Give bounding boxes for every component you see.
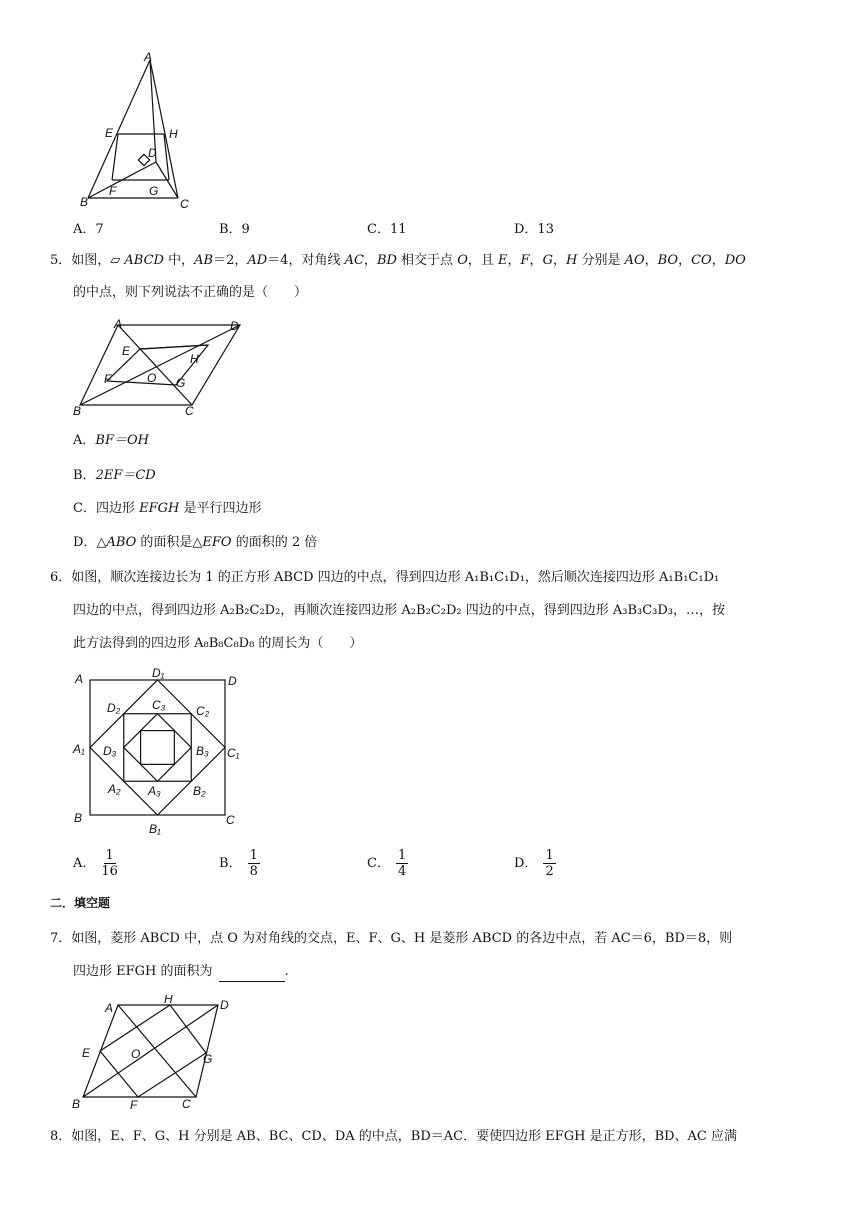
q4-label-h: H bbox=[169, 127, 178, 141]
q6-label-b: B bbox=[74, 811, 83, 825]
q4-label-g: G bbox=[149, 184, 159, 198]
q7-label-g: G bbox=[203, 1052, 213, 1066]
q5-label-e: E bbox=[122, 344, 131, 358]
q6-label-b3: B₃ bbox=[196, 744, 209, 758]
q7-label-b: B bbox=[72, 1097, 81, 1111]
q7-label-d: D bbox=[220, 998, 229, 1012]
q5-label-o: O bbox=[147, 371, 157, 385]
q6-option-c: C． $\frac{1}{4}$ bbox=[367, 848, 407, 879]
q6-label-a2: A₂ bbox=[108, 782, 121, 796]
q6-label-b1: B₁ bbox=[149, 822, 161, 836]
q6-label-a: A bbox=[75, 672, 84, 686]
q4-label-e: E bbox=[105, 126, 114, 140]
q5-figure bbox=[70, 317, 250, 417]
q4-label-d: D bbox=[148, 146, 157, 160]
q4-option-d: D．13 bbox=[514, 222, 554, 237]
q6-option-d: D． $\frac{1}{2}$ bbox=[514, 848, 554, 879]
q6-option-a: A． $\frac{1}{16}$ bbox=[73, 848, 118, 879]
q7-answer-blank[interactable] bbox=[219, 967, 285, 982]
q5-label-c: C bbox=[185, 404, 194, 417]
q4-label-b: B bbox=[80, 195, 89, 209]
q5-option-b: B．2EF＝CD bbox=[73, 468, 156, 483]
q6-label-c2: C₂ bbox=[196, 704, 210, 718]
q6-label-d1: D₁ bbox=[152, 666, 165, 680]
q4-figure bbox=[80, 50, 200, 215]
q5-label-f: F bbox=[104, 372, 112, 386]
q6-label-b2: B₂ bbox=[193, 784, 206, 798]
q4-label-f: F bbox=[109, 184, 117, 198]
q6-figure bbox=[70, 665, 250, 840]
q5-option-c: C．四边形 EFGH 是平行四边形 bbox=[73, 501, 262, 516]
q6-option-b: B． $\frac{1}{8}$ bbox=[219, 848, 258, 879]
q6-label-c1: C₁ bbox=[227, 746, 240, 760]
q7-figure bbox=[68, 995, 243, 1115]
q6-label-a1: A₁ bbox=[73, 742, 85, 756]
q6-question-line2: 四边的中点，得到四边形 A₂B₂C₂D₂，再顺次连接四边形 A₂B₂C₂D₂ 四边的中点，得到四边形 A₃B₃C₃D₃，…，按 bbox=[73, 603, 725, 618]
q4-option-a: A．7 bbox=[73, 222, 104, 237]
q5-question-line2: 的中点，则下列说法不正确的是（ ） bbox=[73, 285, 308, 300]
q6-question-line3: 此方法得到的四边形 A₈B₈C₈D₈ 的周长为（ ） bbox=[73, 636, 363, 651]
q4-label-c: C bbox=[180, 197, 189, 211]
q8-question-line1: 8．如图，E、F、G、H 分别是 AB、BC、CD、DA 的中点，BD＝AC．要使四边形 EFGH 是正方形，BD、AC 应满 bbox=[50, 1129, 738, 1144]
q7-question-line1: 7．如图，菱形 ABCD 中，点 O 为对角线的交点，E、F、G、H 是菱形 ABCD 的各边中点，若 AC＝6，BD＝8，则 bbox=[50, 931, 733, 946]
q4-option-b: B．9 bbox=[219, 222, 250, 237]
q5-label-d: D bbox=[230, 319, 239, 333]
q6-label-a3: A₃ bbox=[148, 784, 161, 798]
q4-label-a: A bbox=[144, 50, 153, 64]
q6-label-c3: C₃ bbox=[152, 698, 166, 712]
q7-label-f: F bbox=[130, 1098, 138, 1112]
q6-label-c: C bbox=[226, 813, 235, 827]
q5-label-a: A bbox=[114, 317, 123, 331]
q5-label-g: G bbox=[176, 376, 186, 390]
q7-label-h: H bbox=[164, 995, 173, 1006]
q5-label-h: H bbox=[190, 352, 199, 366]
q6-question-line1: 6．如图，顺次连接边长为 1 的正方形 ABCD 四边的中点，得到四边形 A₁B₁C₁D₁，然后顺次连接四边形 A₁B₁C₁D₁ bbox=[50, 570, 720, 585]
q7-label-c: C bbox=[182, 1097, 191, 1111]
q5-option-a: A．BF＝OH bbox=[73, 433, 149, 448]
q4-option-c: C．11 bbox=[367, 222, 407, 237]
q5-option-d: D．△ABO 的面积是△EFO 的面积的 2 倍 bbox=[73, 535, 318, 550]
q6-label-d: D bbox=[228, 674, 237, 688]
q7-question-line2: 四边形 EFGH 的面积为 . bbox=[73, 962, 289, 982]
q7-label-a: A bbox=[105, 1001, 114, 1015]
q6-label-d3: D₃ bbox=[103, 744, 117, 758]
q6-label-d2: D₂ bbox=[107, 701, 121, 715]
section-fill-in-title: 二．填空题 bbox=[50, 896, 111, 910]
q7-label-o: O bbox=[131, 1047, 141, 1061]
q7-label-e: E bbox=[82, 1046, 91, 1060]
q5-question-line1: 5．如图，▱ ABCD 中，AB＝2，AD＝4，对角线 AC，BD 相交于点 O，且 E，F，G，H 分别是 AO，BO，CO，DO bbox=[50, 253, 746, 268]
q5-label-b: B bbox=[73, 404, 82, 417]
